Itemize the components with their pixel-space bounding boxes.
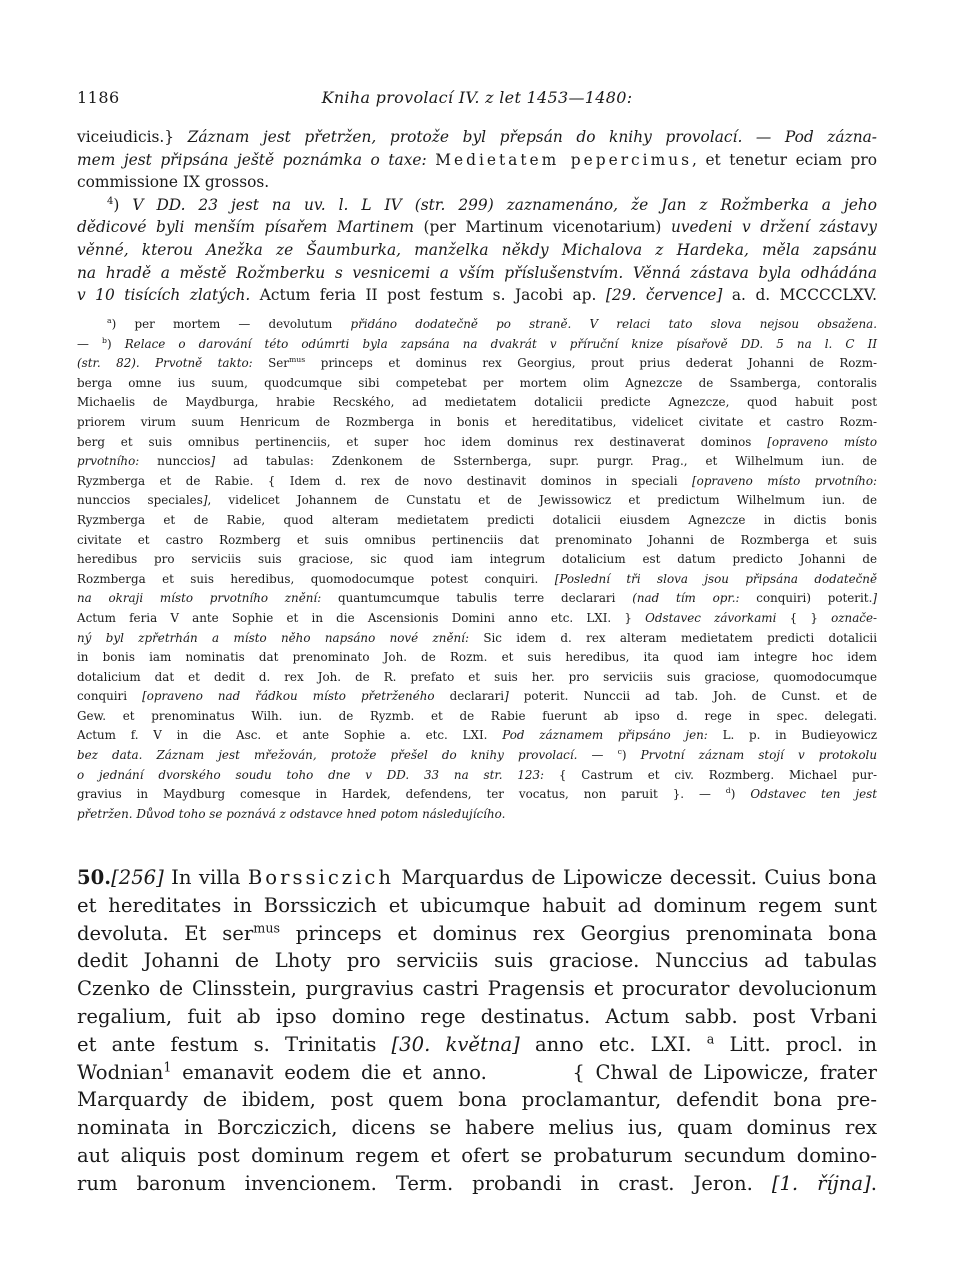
footnote-line: na hradě a městě Rožmberku s vesnicemi a vším příslušenstvím. Věnná zástava byla odhádána xyxy=(77,263,877,282)
entry-line: Czenko de Clinsstein, purgravius castri Pragensis et procurator devolucionum xyxy=(77,977,877,1001)
apparatus-line: Ryzmberga et de Rabie. { Idem d. rex de novo destinavit dominos in speciali [opraveno místo prvotního: xyxy=(77,473,877,488)
apparatus-line: bez data. Záznam jest mřežován, protože přešel do knihy provolací. — $^c$) Prvotní záznam stojí v protokolu xyxy=(77,747,878,763)
footnote-line: v 10 tisících zlatých. Actum feria II post festum s. Jacobi ap. [29. července] a. d. MCCCCLXV. xyxy=(77,286,878,305)
apparatus-line: heredibus pro serviciis suis graciose, sic quod iam integrum dotalicium est datum predicto Johanni de xyxy=(77,552,877,567)
page-number: 1186 xyxy=(77,88,120,107)
apparatus-line: prvotního: nunccios] ad tabulas: Zdenkonem de Ssternberga, supr. purgr. Prag., et Wilhelmum iun. de xyxy=(77,454,877,469)
apparatus-line: in bonis iam nominatis dat prenominato Joh. de Rozm. et suis heredibus, ita quod iam integre hoc idem xyxy=(77,650,877,665)
apparatus-line: (str. 82). Prvotně takto: Ser$^{mus}$ princeps et dominus rex Georgius, prout prius dederat Johanni de Rozm- xyxy=(77,355,877,371)
apparatus-line: conquiri [opraveno nad řádkou místo přetrženého declarari] poterit. Nunccii ad tab. Joh. de Cunst. et de xyxy=(77,689,877,704)
apparatus-line: Ryzmberga et de Rabie, quod alteram medietatem predicti dotalicii eiusdem Agnezcze in dictis bonis xyxy=(77,512,877,527)
footnote-line: dědicové byli menším písařem Martinem (per Martinum vicenotarium) uvedeni v držení zástavy xyxy=(77,218,877,237)
apparatus-line: o jednání dvorského soudu toho dne v DD. 33 na str. 123: { Castrum et civ. Rozmberg. Michael pur- xyxy=(77,767,877,782)
footnote-continuation xyxy=(77,126,877,307)
entry-line: aut aliquis post dominum regem et ofert se probaturum secundum domino- xyxy=(77,1143,877,1167)
apparatus-line: Actum f. V in die Asc. et ante Sophie a. etc. LXI. Pod záznamem připsáno jen: L. p. in Budieyowicz xyxy=(77,728,877,743)
critical-apparatus xyxy=(77,315,877,824)
entry-line: regalium, fuit ab ipso domino rege destinatus. Actum sabb. post Vrbani xyxy=(77,1004,877,1028)
footnote-line: commissione IX grossos. xyxy=(77,173,270,192)
apparatus-line: nunccios speciales], videlicet Johannem de Cunstatu et de Jewissowicz et predictum Wilhelmum iun. de xyxy=(77,493,877,508)
apparatus-line: civitate et castro Rozmberg et suis omnibus pertinenciis dat prenominato Johanni de Rozmberga et suis xyxy=(77,532,877,547)
footnote-line: mem jest připsána ještě poznámka o taxe: Medietatem pepercimus, et tenetur eciam pro xyxy=(77,150,878,169)
entry-line: nominata in Borcziczich, dicens se habere melius ius, quam dominus rex xyxy=(77,1116,877,1140)
apparatus-line: Rozmberga et suis heredibus, quomodocumque potest conquiri. [Poslední tři slova jsou připsána dodatečně xyxy=(77,571,877,586)
apparatus-line: dotalicium dat et dedit d. rex Joh. de R. prefato et suis her. pro serviciis suis graciose, quomodocumque xyxy=(77,669,877,684)
apparatus-line: Michaelis de Maydburga, hrabie Recského, ad medietatem dotalicii predicte Agnezcze, quod habuit post xyxy=(77,395,877,410)
entry-line: devoluta. Et ser$^{mus}$ princeps et dominus rex Georgius prenominata bona xyxy=(77,921,877,945)
apparatus-line: gravius in Maydburg comesque in Hardek, defendens, ter vocatus, non paruit }. — $^d$) Odstavec ten jest xyxy=(77,786,877,802)
apparatus-line: Gew. et prenominatus Wilh. iun. de Ryzmb. et de Rabie fuerunt ab ipso d. rege in spec. delegati. xyxy=(77,708,877,723)
entry-line: rum baronum invencionem. Term. probandi in crast. Jeron. [1. října]. xyxy=(77,1171,877,1195)
footnote-line: $^4$) V DD. 23 jest na uv. l. L IV (str. 299) zaznamenáno, že Jan z Rožmberka a jeho xyxy=(107,195,878,214)
entry-line: Wodnian$^1$ emanavit eodem die et anno. { Chwal de Lipowicze, frater xyxy=(77,1060,877,1084)
entry-line: et hereditates in Borssiczich et ubicumque habuit ad dominum regem sunt xyxy=(77,893,877,917)
apparatus-line: priorem virum suum Henricum de Rozmberga in bonis et hereditatibus, videlicet civitate et castro Rozm- xyxy=(77,414,877,429)
apparatus-line: přetržen. Důvod toho se poznává z odstavce hned potom následujícího. xyxy=(77,806,506,821)
apparatus-line: Actum feria V ante Sophie et in die Ascensionis Domini anno etc. LXI. } Odstavec závorkami { } označe- xyxy=(77,610,877,625)
apparatus-line: — $^b$) Relace o darování této odúmrti byla zapsána na dvakrát v příruční knize písařově DD. 5 na l. C II xyxy=(77,335,878,351)
entry-line: dedit Johanni de Lhoty pro serviciis suis graciose. Nunccius ad tabulas xyxy=(77,949,877,973)
footnote-line: viceiudicis.} Záznam jest přetržen, protože byl přepsán do knihy provolací. — Pod zázna- xyxy=(77,128,877,146)
footnote-line: věnné, kterou Anežka ze Šaumburka, manželka někdy Michalova z Hardeka, měla zapsánu xyxy=(77,240,877,259)
running-header xyxy=(77,88,877,112)
running-title: Kniha provolací IV. z let 1453—1480: xyxy=(321,88,633,107)
entry-50 xyxy=(77,864,877,1198)
apparatus-line: ný byl zpřetrhán a místo něho napsáno nové znění: Sic idem d. rex alteram medietatem predicti dotalicii xyxy=(77,630,877,645)
apparatus-line: berga omne ius suum, quodcumque sibi competebat per mortem olim Agnezcze de Ssamberga, contoralis xyxy=(77,375,877,390)
entry-line: et ante festum s. Trinitatis [30. května] anno etc. LXI. $^a$ Litt. procl. in xyxy=(77,1032,878,1056)
apparatus-line: na okraji místo prvotního znění: quantumcumque tabulis terre declarari (nad tím opr.: conquiri) poterit.] xyxy=(77,591,877,606)
apparatus-line: $^a$) per mortem — devolutum přidáno dodatečně po straně. V relaci tato slova nejsou obsažena. xyxy=(107,316,877,331)
apparatus-line: berg et suis omnibus pertinenciis, et super hoc idem dominus rex destinaverat dominos [opraveno místo xyxy=(77,434,877,449)
entry-line: Marquardy de ibidem, post quem bona proclamantur, defendit bona pre- xyxy=(77,1088,877,1112)
entry-line: 50.[256] In villa Borssiczich Marquardus de Lipowicze decessit. Cuius bona xyxy=(77,866,877,889)
